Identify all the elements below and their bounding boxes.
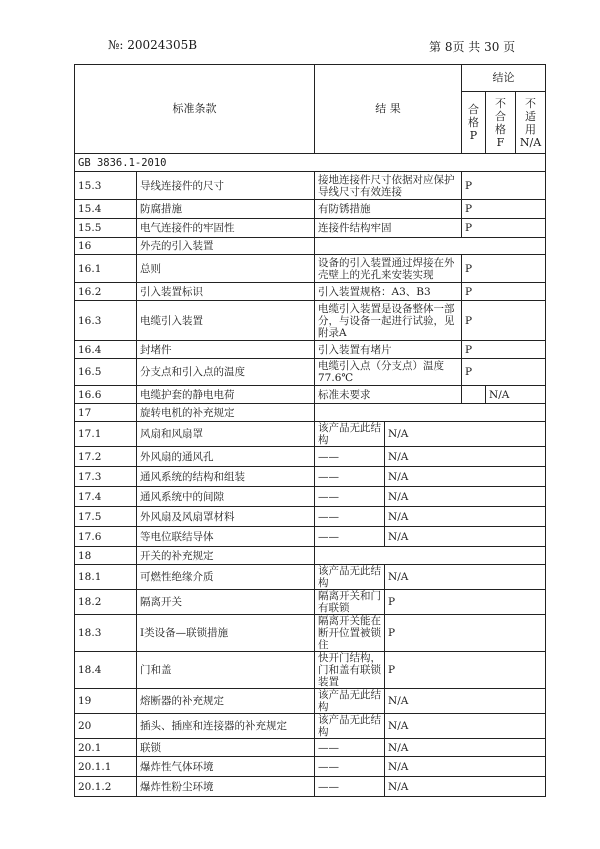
verdict-cell: P (385, 615, 546, 652)
clause-row (75, 404, 546, 422)
result-cell (315, 404, 546, 422)
result-cell: —— (315, 487, 385, 507)
result-cell: —— (315, 739, 385, 757)
conclusion-header: 结论 (462, 65, 546, 92)
clause-row (75, 590, 546, 615)
clause-number: 15.4 (75, 200, 137, 219)
verdict-cell: N/A (385, 447, 546, 467)
result-cell: —— (315, 467, 385, 487)
fail-column-header: 不 合 格 F (486, 92, 516, 154)
clause-name: 门和盖 (137, 652, 315, 689)
clause-number: 17.1 (75, 422, 137, 447)
result-cell: 有防锈措施 (315, 200, 462, 219)
clause-name: 封堵件 (137, 341, 315, 359)
verdict-cell: N/A (385, 689, 546, 714)
clause-name: 等电位联结导体 (137, 527, 315, 547)
blank-cell (462, 386, 486, 404)
result-cell: 设备的引入装置通过焊接在外壳壁上的光孔来安装实现 (315, 255, 462, 283)
clause-number: 17.4 (75, 487, 137, 507)
result-cell: 连接件结构牢固 (315, 219, 462, 238)
clause-number: 17.5 (75, 507, 137, 527)
clause-row (75, 507, 546, 527)
clause-number: 20.1.1 (75, 757, 137, 777)
clause-name: 引入装置标识 (137, 283, 315, 301)
clause-row (75, 714, 546, 739)
clause-name: 联锁 (137, 739, 315, 757)
clause-row (75, 219, 546, 238)
clause-number: 18.2 (75, 590, 137, 615)
clause-name: 外风扇的通风孔 (137, 447, 315, 467)
result-cell: 引入装置规格：A3、B3 (315, 283, 462, 301)
clause-number: 16.4 (75, 341, 137, 359)
result-cell: 该产品无此结构 (315, 422, 385, 447)
clause-name: 插头、插座和连接器的补充规定 (137, 714, 315, 739)
clause-name: 总则 (137, 255, 315, 283)
clause-name: 熔断器的补充规定 (137, 689, 315, 714)
result-cell: 标准未要求 (315, 386, 462, 404)
result-cell: —— (315, 527, 385, 547)
verdict-cell: P (462, 172, 546, 200)
verdict-cell: P (385, 652, 546, 689)
result-column-header: 结 果 (315, 65, 462, 154)
result-cell: 该产品无此结构 (315, 714, 385, 739)
result-cell: 引入装置有堵片 (315, 341, 462, 359)
clause-row (75, 341, 546, 359)
verdict-cell: N/A (385, 487, 546, 507)
verdict-cell: P (462, 283, 546, 301)
clause-name: 外风扇及风扇罩材料 (137, 507, 315, 527)
result-cell: 该产品无此结构 (315, 565, 385, 590)
clause-table (74, 64, 546, 797)
clause-number: 15.5 (75, 219, 137, 238)
na-column-header: 不 适 用 N/A (516, 92, 546, 154)
clause-number: 19 (75, 689, 137, 714)
clause-row (75, 487, 546, 507)
clause-row (75, 359, 546, 386)
verdict-cell: P (462, 219, 546, 238)
verdict-cell: N/A (385, 739, 546, 757)
result-cell: —— (315, 447, 385, 467)
verdict-cell: P (462, 359, 546, 386)
clause-row (75, 238, 546, 255)
clause-row (75, 200, 546, 219)
verdict-cell: N/A (385, 565, 546, 590)
result-cell: 接地连接件尺寸依据对应保护导线尺寸有效连接 (315, 172, 462, 200)
verdict-cell: P (462, 255, 546, 283)
pass-column-header: 合 格 P (462, 92, 486, 154)
clause-name: 电缆引入装置 (137, 301, 315, 341)
clause-name: 电缆护套的静电电荷 (137, 386, 315, 404)
clause-name: I类设备—联锁措施 (137, 615, 315, 652)
clause-row (75, 777, 546, 797)
clause-name: 通风系统中的间隙 (137, 487, 315, 507)
clause-number: 16.2 (75, 283, 137, 301)
clause-name: 开关的补充规定 (137, 547, 315, 565)
clause-row (75, 527, 546, 547)
verdict-cell: N/A (385, 467, 546, 487)
clause-name: 防腐措施 (137, 200, 315, 219)
verdict-cell: N/A (385, 422, 546, 447)
clause-name: 可燃性绝缘介质 (137, 565, 315, 590)
report-number: №: 20024305B (108, 38, 198, 52)
clause-name: 外壳的引入装置 (137, 238, 315, 255)
verdict-cell: N/A (385, 507, 546, 527)
clause-number: 20.1 (75, 739, 137, 757)
verdict-cell: N/A (486, 386, 546, 404)
clause-row (75, 386, 546, 404)
result-cell: —— (315, 757, 385, 777)
verdict-cell: P (462, 200, 546, 219)
verdict-cell: N/A (385, 714, 546, 739)
clause-row (75, 652, 546, 689)
clause-row (75, 547, 546, 565)
clause-row (75, 301, 546, 341)
clause-number: 17.3 (75, 467, 137, 487)
result-cell: 隔离开关能在断开位置被锁住 (315, 615, 385, 652)
clause-row (75, 689, 546, 714)
result-cell: 快开门结构，门和盖有联锁装置 (315, 652, 385, 689)
result-cell: —— (315, 507, 385, 527)
clause-row (75, 422, 546, 447)
clause-number: 15.3 (75, 172, 137, 200)
clause-number: 18.3 (75, 615, 137, 652)
result-cell (315, 238, 546, 255)
result-cell: 电缆引入点（分支点）温度77.6℃ (315, 359, 462, 386)
clause-number: 20 (75, 714, 137, 739)
clause-row (75, 447, 546, 467)
clause-number: 20.1.2 (75, 777, 137, 797)
clause-number: 16.3 (75, 301, 137, 341)
verdict-cell: N/A (385, 527, 546, 547)
clause-name: 导线连接件的尺寸 (137, 172, 315, 200)
clause-name: 电气连接件的牢固性 (137, 219, 315, 238)
clause-number: 18 (75, 547, 137, 565)
clause-row (75, 255, 546, 283)
clause-number: 16 (75, 238, 137, 255)
clause-number: 16.5 (75, 359, 137, 386)
clause-row (75, 565, 546, 590)
clause-number: 18.1 (75, 565, 137, 590)
verdict-cell: N/A (385, 777, 546, 797)
clause-row (75, 757, 546, 777)
clause-column-header: 标准条款 (75, 65, 315, 154)
clause-row (75, 615, 546, 652)
verdict-cell: N/A (385, 757, 546, 777)
clause-row (75, 172, 546, 200)
result-cell: 该产品无此结构 (315, 689, 385, 714)
clause-name: 爆炸性气体环境 (137, 757, 315, 777)
clause-name: 旋转电机的补充规定 (137, 404, 315, 422)
clause-row (75, 467, 546, 487)
page-indicator: 第 8页 共 30 页 (429, 40, 516, 54)
verdict-cell: P (462, 301, 546, 341)
clause-number: 16.1 (75, 255, 137, 283)
result-cell: 隔离开关和门有联锁 (315, 590, 385, 615)
clause-name: 隔离开关 (137, 590, 315, 615)
clause-number: 18.4 (75, 652, 137, 689)
verdict-cell: P (462, 341, 546, 359)
clause-name: 爆炸性粉尘环境 (137, 777, 315, 797)
standard-title: GB 3836.1-2010 (75, 154, 546, 172)
clause-number: 16.6 (75, 386, 137, 404)
result-cell (315, 547, 546, 565)
clause-name: 通风系统的结构和组装 (137, 467, 315, 487)
result-cell: —— (315, 777, 385, 797)
clause-row (75, 739, 546, 757)
clause-name: 分支点和引入点的温度 (137, 359, 315, 386)
result-cell: 电缆引入装置是设备整体一部分，与设备一起进行试验，见附录A (315, 301, 462, 341)
clause-number: 17.6 (75, 527, 137, 547)
clause-number: 17 (75, 404, 137, 422)
clause-name: 风扇和风扇罩 (137, 422, 315, 447)
clause-number: 17.2 (75, 447, 137, 467)
clause-row (75, 283, 546, 301)
verdict-cell: P (385, 590, 546, 615)
